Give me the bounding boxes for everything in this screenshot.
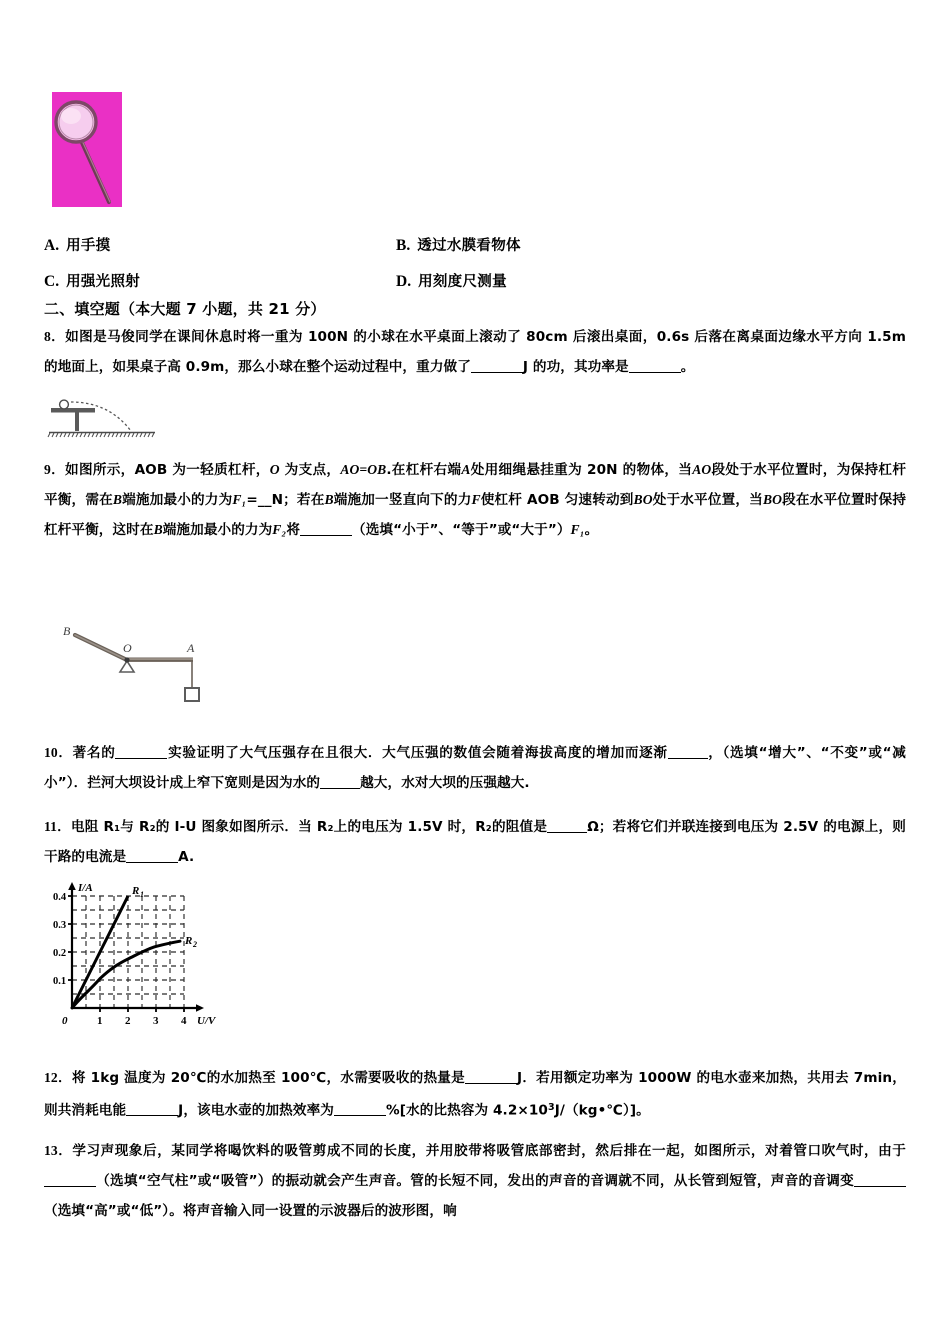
svg-text:R: R [132,885,140,897]
question-8-text-1: 如图是马俊同学在课间休息时将一重为 100N 的小球在水平桌面上滚动了 80cm 后滚出桌面，0.6s 后落在离桌面边缘水平方向 1.5m 的地面上，如果桌子高 0.9m，那么小球在整个运动过程中，重力做了 [44,329,906,375]
question-9-f2-label: F₂ [272,522,287,537]
question-13-text-3: （选填“高”或“低”）。将声音输入同一设置的示波器后的波形图，响 [44,1203,457,1219]
answer-choices [44,226,904,298]
question-9-italic-o: O [269,462,280,477]
svg-text:I/A: I/A [78,882,93,894]
svg-text:3: 3 [153,1015,159,1027]
iu-characteristic-graph [52,878,237,1036]
question-13 [44,1136,906,1226]
question-12-text-2: J．若用额定功率为 1000W 的电水壶来加热，共用去 7min，则共消耗电能 [44,1070,906,1119]
choice-d[interactable] [396,270,507,291]
question-10 [44,738,906,798]
question-13-blank-1[interactable] [44,1186,96,1187]
choice-d-letter: D. [396,272,412,290]
question-10-text-4: 越大，水对大坝的压强越大. [360,775,530,791]
question-13-text-2: （选填“空气柱”或“吸管”）的振动就会产生声音。管的长短不同，发出的声音的音调就不同，从长管到短管，声音的音调变 [96,1173,854,1189]
svg-text:1: 1 [140,890,144,899]
question-10-blank-3[interactable] [320,788,360,789]
svg-text:0: 0 [62,1015,68,1027]
question-12 [44,1063,906,1125]
question-11-blank-1[interactable] [547,832,587,833]
choice-a[interactable] [44,234,396,255]
lever-aob-diagram [57,622,237,717]
question-9-italic-bo2: BO [762,492,783,507]
question-9-text-6: 端施加最小的力为 [122,492,233,508]
question-12-text-4: %[水的比热容为 4.2×10 [385,1102,548,1119]
question-12-blank-1[interactable] [465,1083,517,1084]
question-8-text-3: 。 [680,359,695,375]
svg-text:2: 2 [193,940,197,949]
question-9-number: 9． [44,462,66,477]
question-12-number: 12． [44,1070,72,1085]
choice-d-text: 用刻度尺测量 [418,273,507,290]
choice-row [44,226,904,262]
question-9-italic-b2: B [324,492,334,507]
svg-text:U/V: U/V [197,1015,216,1027]
question-11-text-2: Ω；若将它们并联连接到电压为 2.5V 的电源上，则干路的电流是 [44,819,906,865]
question-9-italic-a: A [461,462,471,477]
svg-text:A: A [187,641,195,655]
question-13-number: 13． [44,1143,73,1158]
question-9-text-10: 处于水平位置，当 [652,492,763,508]
question-12-text-1: 将 1kg 温度为 20℃的水加热至 100℃，水需要吸收的热量是 [71,1070,466,1086]
choice-b-letter: B. [396,236,411,254]
svg-text:R: R [185,935,193,947]
question-9-text-7: =__N；若在 [246,492,325,508]
question-9-italic-aoob: AO=OB [340,462,387,477]
question-9-f1-label: F₁ [232,492,247,507]
question-12-blank-2[interactable] [126,1115,178,1116]
choice-b-text: 透过水膜看物体 [417,237,521,254]
question-11 [44,812,906,872]
question-12-text-3: J，该电水壶的加热效率为 [178,1102,334,1119]
question-9-text-12: 端施加最小的力为 [162,522,273,538]
question-9-italic-f: F [471,492,481,507]
question-11-text-3: A. [178,849,195,865]
question-9-text-14: （选填“小于”、“等于”或“大于”） [352,522,571,538]
svg-text:2: 2 [125,1015,131,1027]
section-heading: 二、填空题（本大题 7 小题，共 21 分） [44,300,326,318]
question-12-blank-3[interactable] [334,1115,386,1116]
svg-text:0.2: 0.2 [53,948,67,959]
question-10-blank-2[interactable] [668,758,708,759]
question-9-text-4: 处用细绳悬挂重为 20N 的物体，当 [470,462,693,478]
question-8-text-2: J 的功，其功率是 [522,359,629,375]
question-11-blank-2[interactable] [126,862,178,863]
question-8-blank-1[interactable] [471,372,523,373]
choice-c-text: 用强光照射 [66,273,141,290]
question-10-text-3: ，（选填“增大”、“不变”或“减小”）．拦河大坝设计成上窄下宽则是因为水的 [44,745,906,791]
question-12-text-5: J/（kg•℃）]。 [554,1102,650,1119]
choice-a-text: 用手摸 [66,237,111,254]
question-13-text-1: 学习声现象后，某同学将喝饮料的吸管剪成不同的长度，并用胶带将吸管底部密封，然后排在一起，如图所示，对着管口吹气时，由于 [72,1143,906,1159]
question-9-text-2: 为支点， [279,462,341,478]
svg-text:0.3: 0.3 [53,920,67,931]
choice-b[interactable] [396,234,521,255]
question-10-text-2: 实验证明了大气压强存在且很大．大气压强的数值会随着海拔高度的增加而逐渐 [167,745,668,761]
question-11-number: 11． [44,819,71,834]
question-9-text-1: 如图所示，AOB 为一轻质杠杆， [65,462,270,478]
question-9-italic-bo1: BO [633,492,653,507]
magnifying-glass-photo [52,92,122,207]
question-8-number: 8． [44,329,66,344]
question-9-italic-b3: B [153,522,163,537]
choice-c[interactable] [44,270,396,291]
question-8-blank-2[interactable] [629,372,681,373]
question-12-exponent: 3 [548,1102,555,1113]
question-9-text-5: 段处于水平位置时，为保持杠杆平衡，需在 [44,462,907,508]
svg-text:1: 1 [97,1015,103,1027]
choice-c-letter: C. [44,272,60,290]
question-9-italic-b1: B [112,492,123,507]
svg-text:0.1: 0.1 [53,976,67,987]
svg-text:0.4: 0.4 [53,892,67,903]
question-9-f1-tail: F₁ [570,522,585,537]
question-9-text-8: 端施加一竖直向下的力 [333,492,472,508]
svg-text:4: 4 [181,1015,187,1027]
question-10-number: 10． [44,745,73,760]
question-9 [44,455,906,545]
choice-a-letter: A. [44,236,60,254]
question-9-blank-1[interactable] [300,535,352,536]
svg-text:B: B [63,624,71,638]
question-9-text-9: 使杠杆 AOB 匀速转动到 [480,492,634,508]
ball-rolling-off-table-diagram [47,397,157,441]
question-13-blank-2[interactable] [854,1186,906,1187]
question-9-text-13: 将 [286,522,301,538]
question-9-text-15: 。 [584,522,599,538]
question-9-italic-ao: AO [692,462,712,477]
question-10-blank-1[interactable] [115,758,167,759]
question-9-text-3: .在杠杆右端 [386,462,462,478]
question-10-text-1: 著名的 [72,745,116,761]
question-11-text-1: 电阻 R₁与 R₂的 I‑U 图象如图所示．当 R₂上的电压为 1.5V 时，R₂的阻值是 [70,819,548,835]
svg-text:O: O [123,641,132,655]
question-8 [44,322,906,382]
question-9-text-11: 段在水平位置时保持杠杆平衡，这时在 [44,492,907,538]
choice-row [44,262,904,298]
